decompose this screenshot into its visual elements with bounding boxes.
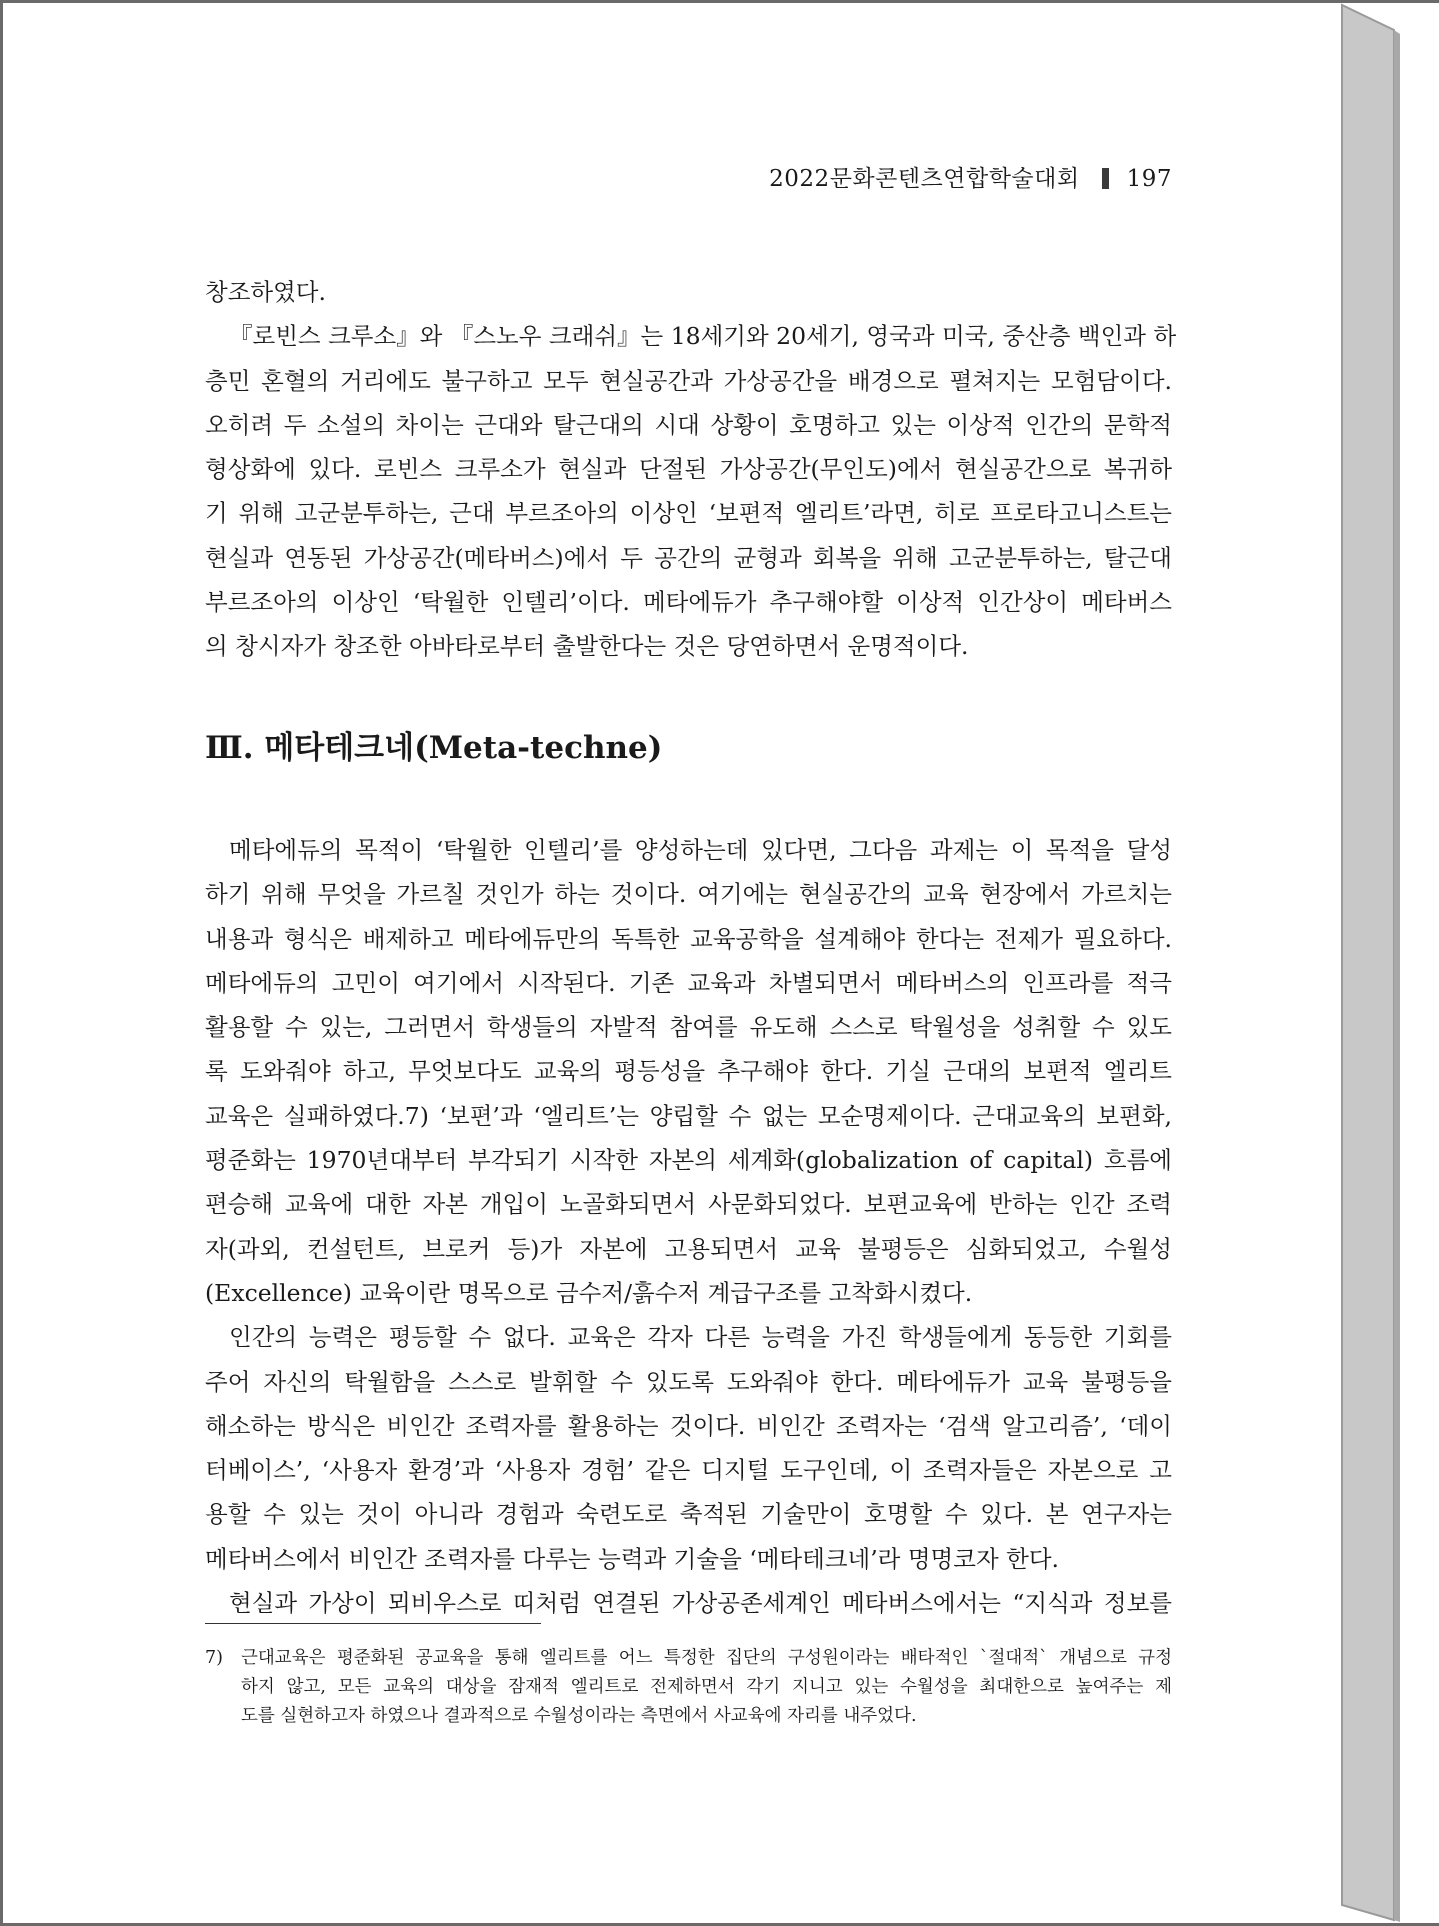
footnote-number: 7) — [205, 1648, 223, 1668]
paragraph-line: 내용과 형식은 배제하고 메타에듀만의 독특한 교육공학을 설계해야 한다는 전제가 필요하다. — [205, 924, 1172, 953]
paragraph-line: 하기 위해 무엇을 가르칠 것인가 하는 것이다. 여기에는 현실공간의 교육 현장에서 가르치는 — [205, 880, 1172, 909]
paragraph-line: 창조하였다. — [205, 278, 326, 306]
footnote-text: 근대교육은 평준화된 공교육을 통해 엘리트를 어느 특정한 집단의 구성원이라는 배타적인 `절대적` 개념으로 규정 — [241, 1648, 1172, 1668]
paragraph-line: 터베이스’, ‘사용자 환경’과 ‘사용자 경험’ 같은 디지털 도구인데, 이 조력자들은 자본으로 고 — [205, 1456, 1172, 1485]
footnote-line: 하지 않고, 모든 교육의 대상을 잠재적 엘리트로 전제하면서 각기 지니고 있는 수월성을 최대한으로 높여주는 제 — [241, 1677, 1172, 1697]
paragraph-line: 층민 혼혈의 거리에도 불구하고 모두 현실공간과 가상공간을 배경으로 펼쳐지는 모험담이다. — [205, 366, 1172, 395]
paragraph-line: 메타에듀의 목적이 ‘탁월한 인텔리’를 양성하는데 있다면, 그다음 과제는 이 목적을 달성 — [229, 836, 1172, 864]
paragraph-1 — [205, 270, 1177, 669]
paragraph-line: 메타버스에서 비인간 조력자를 다루는 능력과 기술을 ‘메타테크네’라 명명코자 한다. — [205, 1544, 1060, 1573]
footnote-line: 도를 실현하고자 하였으나 결과적으로 수월성이라는 측면에서 사교육에 자리를 내주었다. — [241, 1706, 917, 1726]
paragraph-line: 용할 수 있는 것이 아니라 경험과 숙련도로 축적된 기술만이 호명할 수 있다. 본 연구자는 — [205, 1500, 1172, 1529]
footnote — [205, 1644, 1172, 1731]
paragraph-2 — [205, 828, 1172, 1625]
paragraph-line: 주어 자신의 탁월함을 스스로 발휘할 수 있도록 도와줘야 한다. 메타에듀가 교육 불평등을 — [205, 1367, 1172, 1396]
paragraph-line: 평준화는 1970년대부터 부각되기 시작한 자본의 세계화(globalization of capital) 흐름에 — [205, 1146, 1172, 1175]
paragraph-line: 자(과외, 컨설턴트, 브로커 등)가 자본에 고용되면서 교육 불평등은 심화되었고, 수월성 — [205, 1234, 1172, 1263]
paragraph-line: 현실과 연동된 가상공간(메타버스)에서 두 공간의 균형과 회복을 위해 고군분투하는, 탈근대 — [205, 543, 1172, 572]
running-head-separator — [1102, 168, 1109, 189]
paragraph-line: 현실과 가상이 뫼비우스로 띠처럼 연결된 가상공존세계인 메타버스에서는 “지식과 정보를 — [229, 1589, 1172, 1618]
paragraph-line: 『로빈스 크루소』와 『스노우 크래쉬』는 18세기와 20세기, 영국과 미국, 중산층 백인과 하 — [229, 322, 1177, 351]
paragraph-line: 해소하는 방식은 비인간 조력자를 활용하는 것이다. 비인간 조력자는 ‘검색 알고리즘’, ‘데이 — [205, 1411, 1172, 1440]
paragraph-line: 록 도와줘야 하고, 무엇보다도 교육의 평등성을 추구해야 한다. 기실 근대의 보편적 엘리트 — [205, 1057, 1172, 1086]
paragraph-line: 기 위해 고군분투하는, 근대 부르조아의 이상인 ‘보편적 엘리트’라면, 히로 프로타고니스트는 — [205, 499, 1172, 528]
paragraph-line: 메타에듀의 고민이 여기에서 시작된다. 기존 교육과 차별되면서 메타버스의 인프라를 적극 — [205, 968, 1172, 997]
paragraph-line: 형상화에 있다. 로빈스 크루소가 현실과 단절된 가상공간(무인도)에서 현실공간으로 복귀하 — [205, 455, 1172, 484]
footnote-line — [205, 1644, 1172, 1673]
page-number: 197 — [1126, 166, 1172, 192]
paragraph-line: 편승해 교육에 대한 자본 개입이 노골화되면서 사문화되었다. 보편교육에 반하는 인간 조력 — [205, 1190, 1172, 1219]
paragraph-line: 인간의 능력은 평등할 수 없다. 교육은 각자 다른 능력을 가진 학생들에게 동등한 기회를 — [229, 1323, 1172, 1352]
footnote-separator — [205, 1623, 541, 1624]
section-heading: Ⅲ. 메타테크네(Meta-techne) — [205, 730, 663, 766]
paragraph-line: 의 창시자가 창조한 아바타로부터 출발한다는 것은 당연하면서 운명적이다. — [205, 632, 969, 661]
running-head — [700, 160, 1172, 193]
page-edge-shadow — [1394, 30, 1400, 1922]
running-head-title: 2022문화콘텐츠연합학술대회 — [769, 166, 1080, 192]
paragraph-line: 활용할 수 있는, 그러면서 학생들의 자발적 참여를 유도해 스스로 탁월성을 성취할 수 있도 — [205, 1013, 1172, 1042]
paragraph-line: (Excellence) 교육이란 명목으로 금수저/흙수저 계급구조를 고착화시켰다. — [205, 1278, 973, 1307]
page-edge-face — [1342, 5, 1394, 1920]
paragraph-line: 오히려 두 소설의 차이는 근대와 탈근대의 시대 상황이 호명하고 있는 이상적 인간의 문학적 — [205, 410, 1172, 439]
paragraph-line: 교육은 실패하였다.7) ‘보편’과 ‘엘리트’는 양립할 수 없는 모순명제이다. 근대교육의 보편화, — [205, 1101, 1172, 1130]
paragraph-line: 부르조아의 이상인 ‘탁월한 인텔리’이다. 메타에듀가 추구해야할 이상적 인간상이 메타버스 — [205, 588, 1172, 617]
